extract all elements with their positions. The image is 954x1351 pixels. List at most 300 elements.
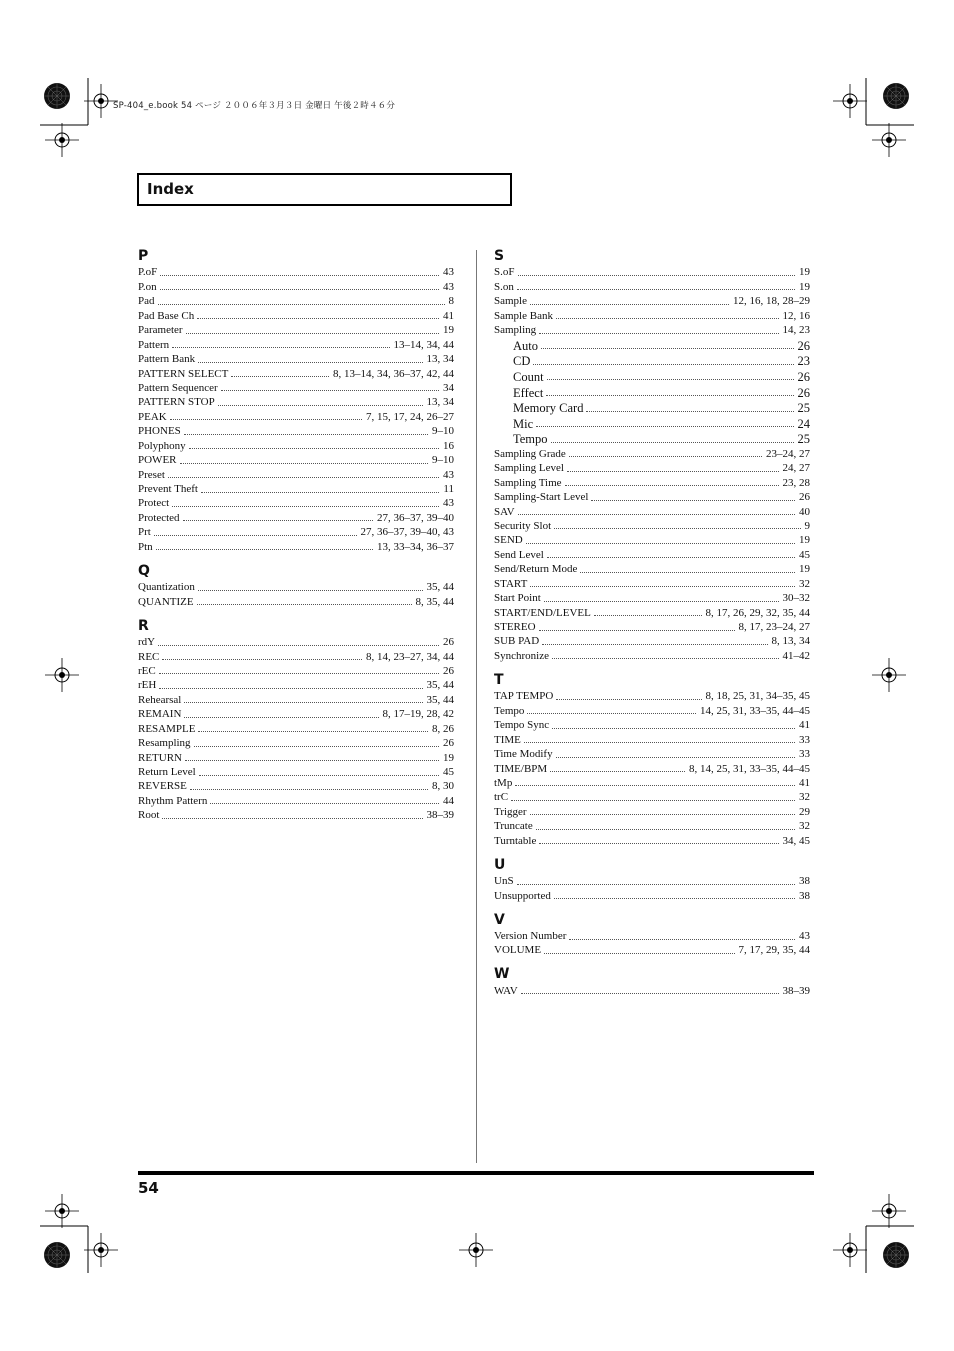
entry-pages: 13, 34 [426,353,454,366]
index-entry [494,943,810,957]
entry-term: trC [494,791,509,804]
entry-term: Prevent Theft [138,483,198,495]
index-entry [494,490,810,504]
index-entry [494,323,810,337]
dot-leader [197,318,439,319]
entry-term: Tempo Sync [494,719,550,732]
index-entry [138,664,454,678]
entry-pages: 8, 17, 26, 29, 32, 35, 44 [705,606,810,619]
entry-pages: 43 [443,468,454,481]
dot-leader [551,442,794,443]
dot-leader [198,590,423,591]
entry-pages: 33 [799,748,810,761]
index-entry [494,703,810,717]
index-entry [494,761,810,775]
dot-leader [541,348,794,349]
index-entry [138,594,454,608]
index-entry [494,265,810,279]
entry-pages: 30–32 [782,592,810,605]
index-entry [138,678,454,692]
index-entry [138,337,454,351]
entry-term: STEREO [494,621,536,634]
dot-leader [539,333,778,334]
section-letter: U [494,856,506,873]
index-entry [494,888,810,902]
entry-pages: 43 [799,930,810,943]
entry-term: Security Slot [494,519,552,532]
index-entry [138,692,454,706]
entry-term: Sampling Grade [494,447,566,460]
entry-pages: 19 [799,563,810,576]
dot-leader [524,742,795,743]
entry-pages: 7, 17, 29, 35, 44 [738,944,810,957]
entry-pages: 11 [443,483,454,495]
entry-term: Pattern [138,338,170,351]
dot-leader [190,789,428,790]
index-subentry [494,431,810,447]
entry-term: Effect [513,385,544,400]
index-entry [138,395,454,409]
entry-pages: 24, 27 [782,462,810,475]
entry-pages: 19 [443,324,454,337]
entry-pages: 8, 35, 44 [415,595,454,608]
entry-term: RETURN [138,751,182,764]
dot-leader [565,485,779,486]
index-entry [494,591,810,605]
entry-term: Protect [138,497,170,510]
entry-pages: 23, 28 [782,476,810,489]
index-section-p [138,248,454,554]
index-entry [138,467,454,481]
entry-pages: 19 [799,280,810,293]
index-entry [138,308,454,322]
entry-term: P.oF [138,266,158,279]
dot-leader [554,898,795,899]
dot-leader [194,746,439,747]
index-entry [494,983,810,997]
dot-leader [183,520,373,521]
index-entry [138,765,454,779]
index-entry [138,750,454,764]
entry-term: Mic [513,416,534,431]
dot-leader [547,557,795,558]
dot-leader [544,953,734,954]
entry-term: Sampling-Start Level [494,491,589,504]
entry-term: Trigger [494,805,527,818]
dot-leader [197,604,412,605]
index-subentry [494,337,810,353]
section-letter: W [494,966,510,983]
index-entry [494,833,810,847]
entry-pages: 23 [797,354,810,369]
index-entry [494,446,810,460]
footer-rule [138,1171,814,1175]
entry-pages: 35, 44 [426,679,454,692]
dot-leader [201,492,439,493]
index-entry [494,308,810,322]
entry-pages: 43 [443,497,454,510]
dot-leader [526,543,795,544]
dot-leader [569,456,762,457]
index-entry [138,649,454,663]
index-subentry [494,368,810,384]
entry-term: P.on [138,280,157,293]
index-entry [494,648,810,662]
dot-leader [172,347,389,348]
entry-term: REMAIN [138,708,182,721]
entry-term: Time Modify [494,748,553,761]
dot-leader [536,829,795,830]
entry-pages: 7, 15, 17, 24, 26–27 [366,410,454,423]
dot-leader [544,601,779,602]
entry-term: Prt [138,526,151,539]
entry-term: PATTERN SELECT [138,367,229,380]
entry-pages: 14, 23 [782,324,810,337]
entry-pages: 26 [797,385,810,400]
entry-term: Pattern Bank [138,353,196,366]
entry-term: Tempo [513,432,548,447]
index-section-v [494,912,810,958]
dot-leader [517,289,795,290]
index-entry [138,779,454,793]
dot-leader [158,645,439,646]
entry-term: Tempo [494,704,525,717]
column-divider [476,250,477,1163]
entry-pages: 8, 14, 25, 31, 33–35, 44–45 [689,762,810,775]
entry-pages: 19 [443,751,454,764]
index-entry [138,808,454,822]
index-section-q [138,563,454,609]
entry-term: Truncate [494,820,533,833]
entry-term: Parameter [138,324,183,337]
dot-leader [180,463,429,464]
index-entry [138,279,454,293]
dot-leader [231,376,329,377]
index-subentry [494,353,810,369]
entry-pages: 8, 13–14, 34, 36–37, 42, 44 [333,367,454,380]
entry-term: S.oF [494,266,515,279]
index-entry [494,929,810,943]
entry-pages: 41 [799,776,810,789]
entry-term: Turntable [494,834,537,847]
dot-leader [221,390,439,391]
entry-pages: 9 [804,519,810,532]
entry-term: RESAMPLE [138,722,196,735]
entry-pages: 9–10 [432,425,454,438]
index-section-s [494,248,810,663]
index-section-u [494,857,810,903]
entry-term: Polyphony [138,439,186,452]
entry-pages: 8, 13, 34 [771,635,810,648]
section-letter: R [138,617,149,634]
index-entry [138,366,454,380]
entry-term: Synchronize [494,649,549,662]
index-entry [494,689,810,703]
index-entry [138,721,454,735]
entry-term: Send/Return Mode [494,563,578,576]
index-entry [138,453,454,467]
entry-pages: 14, 25, 31, 33–35, 44–45 [700,704,810,717]
dot-leader [189,448,439,449]
dot-leader [184,702,422,703]
entry-pages: 35, 44 [426,581,454,594]
entry-term: tMp [494,776,513,789]
index-entry [138,381,454,395]
index-entry [494,634,810,648]
entry-term: TAP TEMPO [494,690,554,703]
entry-pages: 9–10 [432,454,454,467]
page-title: Index [147,180,194,198]
dot-leader [539,630,735,631]
entry-pages: 8, 30 [432,780,454,793]
entry-pages: 19 [799,266,810,279]
dot-leader [546,395,793,396]
entry-term: Send Level [494,548,544,561]
entry-pages: 25 [797,401,810,416]
entry-term: Sampling Time [494,476,562,489]
index-entry [138,580,454,594]
section-letter: T [494,671,504,688]
index-entry [138,793,454,807]
entry-term: Auto [513,338,538,353]
entry-term: POWER [138,454,177,467]
entry-term: Version Number [494,930,567,943]
entry-term: PEAK [138,410,167,423]
dot-leader [533,364,793,365]
dot-leader [218,405,423,406]
index-entry [138,265,454,279]
dot-leader [162,818,422,819]
dot-leader [159,673,439,674]
entry-term: TIME/BPM [494,762,548,775]
entry-pages: 16 [443,439,454,452]
entry-pages: 13, 33–34, 36–37 [377,540,454,553]
index-entry [494,718,810,732]
dot-leader [517,884,795,885]
entry-pages: 8, 17–19, 28, 42 [382,708,454,721]
dot-leader [515,785,795,786]
entry-term: Sampling [494,324,537,337]
index-entry [494,776,810,790]
entry-pages: 38–39 [782,984,810,997]
dot-leader [156,549,373,550]
dot-leader [518,514,795,515]
dot-leader [594,615,702,616]
index-entry [138,294,454,308]
entry-term: Sample Bank [494,309,553,322]
entry-pages: 8, 17, 23–24, 27 [738,621,810,634]
entry-term: WAV [494,984,518,997]
entry-term: REC [138,650,160,663]
dot-leader [210,803,439,804]
entry-term: Rehearsal [138,693,182,706]
dot-leader [184,434,428,435]
index-subentry [494,400,810,416]
dot-leader [530,304,729,305]
entry-term: S.on [494,280,514,293]
entry-term: Preset [138,468,165,481]
index-subentry [494,415,810,431]
entry-pages: 38 [799,875,810,888]
index-entry [494,475,810,489]
entry-pages: 27, 36–37, 39–40, 43 [360,526,454,539]
entry-pages: 45 [799,548,810,561]
dot-leader [530,814,795,815]
entry-pages: 26 [797,338,810,353]
index-entry [138,707,454,721]
entry-pages: 32 [799,791,810,804]
entry-pages: 34 [443,381,454,394]
entry-term: Unsupported [494,889,551,902]
dot-leader [154,535,357,536]
index-entry [494,504,810,518]
entry-pages: 26 [443,636,454,649]
index-entry [494,819,810,833]
index-entry [138,438,454,452]
entry-pages: 43 [443,266,454,279]
entry-term: Start Point [494,592,541,605]
page-number: 54 [138,1179,159,1197]
entry-term: rEH [138,679,157,692]
dot-leader [550,771,685,772]
index-subentry [494,384,810,400]
entry-pages: 24 [797,416,810,431]
entry-pages: 41–42 [782,649,810,662]
entry-pages: 12, 16 [782,309,810,322]
index-entry [138,635,454,649]
index-entry [494,874,810,888]
entry-pages: 29 [799,805,810,818]
entry-term: Rhythm Pattern [138,794,208,807]
entry-pages: 26 [443,664,454,677]
dot-leader [158,304,445,305]
dot-leader [586,411,793,412]
section-letter: V [494,911,505,928]
dot-leader [168,477,439,478]
dot-leader [527,713,696,714]
dot-leader [199,775,439,776]
index-section-w [494,966,810,997]
index-entry [494,279,810,293]
dot-leader [556,757,795,758]
dot-leader [162,659,362,660]
entry-pages: 32 [799,820,810,833]
index-entry [138,409,454,423]
entry-term: REVERSE [138,780,187,793]
entry-term: Resampling [138,737,191,750]
entry-term: Sampling Level [494,462,564,475]
entry-pages: 35, 44 [426,693,454,706]
dot-leader [569,939,795,940]
dot-leader [521,993,779,994]
dot-leader [556,699,701,700]
entry-term: Return Level [138,766,196,778]
entry-term: PHONES [138,425,181,438]
entry-pages: 8 [448,295,454,308]
entry-term: START [494,577,528,590]
entry-term: Count [513,369,544,384]
dot-leader [530,586,795,587]
entry-pages: 26 [443,737,454,750]
page-title-box [137,173,512,206]
entry-term: CD [513,354,531,369]
entry-pages: 13, 34 [426,396,454,409]
index-entry [138,539,454,553]
dot-leader [518,275,796,276]
index-entry [138,323,454,337]
index-entry [138,482,454,496]
dot-leader [536,426,793,427]
dot-leader [556,318,779,319]
entry-pages: 44 [443,794,454,807]
dot-leader [184,717,378,718]
entry-term: PATTERN STOP [138,396,215,409]
dot-leader [567,471,779,472]
dot-leader [542,644,767,645]
entry-term: Pad [138,295,155,308]
entry-pages: 26 [799,491,810,504]
index-entry [494,461,810,475]
dot-leader [591,500,795,501]
entry-term: Sample [494,295,527,308]
entry-term: UnS [494,875,514,888]
index-entry [138,424,454,438]
dot-leader [198,731,428,732]
entry-term: Protected [138,511,180,524]
index-entry [138,496,454,510]
entry-term: SAV [494,505,515,518]
entry-term: Ptn [138,540,153,553]
entry-pages: 8, 14, 23–27, 34, 44 [366,650,454,663]
index-entry [494,576,810,590]
section-letter: S [494,248,505,264]
entry-pages: 19 [799,534,810,547]
index-section-r [138,618,454,823]
entry-pages: 13–14, 34, 44 [393,338,454,351]
entry-pages: 41 [443,309,454,322]
index-entry [138,510,454,524]
dot-leader [198,362,422,363]
entry-pages: 38 [799,889,810,902]
index-entry [494,519,810,533]
dot-leader [160,289,439,290]
entry-pages: 26 [797,369,810,384]
dot-leader [539,843,778,844]
entry-term: Memory Card [513,401,584,416]
entry-term: SEND [494,534,523,547]
index-entry [494,294,810,308]
dot-leader [186,333,439,334]
dot-leader [159,688,422,689]
entry-term: START/END/LEVEL [494,606,591,619]
entry-term: Pad Base Ch [138,309,195,322]
entry-term: Pattern Sequencer [138,381,218,394]
entry-pages: 32 [799,577,810,590]
section-letter: P [138,248,149,264]
section-letter: Q [138,562,150,579]
index-entry [494,747,810,761]
index-entry [138,736,454,750]
entry-pages: 27, 36–37, 39–40 [377,511,454,524]
entry-term: Root [138,809,160,822]
entry-term: Quantization [138,581,195,594]
entry-term: rdY [138,636,156,649]
dot-leader [160,275,439,276]
entry-term: TIME [494,733,521,746]
entry-pages: 38–39 [426,809,454,822]
entry-pages: 8, 18, 25, 31, 34–35, 45 [705,690,810,703]
dot-leader [554,528,800,529]
